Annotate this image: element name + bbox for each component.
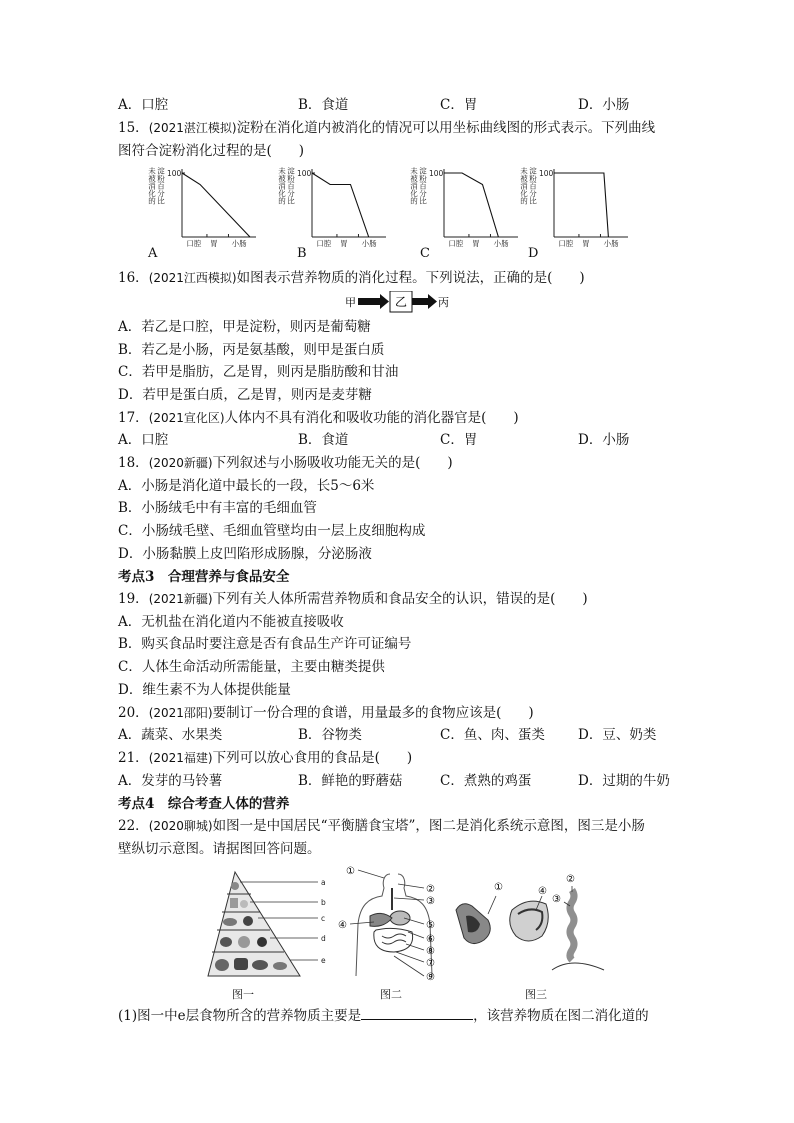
x-tick-label: 口腔 (316, 239, 332, 248)
pyramid-label-c: c (321, 914, 326, 923)
q16-option-a: A．若乙是口腔，甲是淀粉，则丙是葡萄糖 (118, 319, 371, 335)
q21-number: 21． (118, 750, 149, 766)
q20-option-d: D．豆、奶类 (578, 727, 657, 743)
q20-option-c: C．鱼、肉、蛋类 (440, 727, 545, 743)
food-icon (257, 937, 267, 947)
y-axis-label: 淀粉百分比 (286, 167, 296, 205)
q19-option-a: A．无机盐在消化道内不能被直接吸收 (118, 614, 344, 630)
q15-chart-svg (519, 163, 652, 248)
y-axis-label: 未被消化的 (147, 167, 157, 205)
pyramid-label-a: a (321, 878, 326, 887)
q15-chart-svg (147, 163, 280, 248)
q17-number: 17． (118, 410, 149, 426)
q18-number: 18． (118, 455, 149, 471)
q15-chart-d (519, 163, 652, 263)
figure-food-pyramid (200, 868, 340, 984)
digestive-label: ⑨ (426, 972, 435, 983)
figure-caption-1: 图一 (232, 988, 254, 1001)
food-icon (234, 958, 248, 970)
q18-option-c: C．小肠绒毛壁、毛细血管壁均由一层上皮细胞构成 (118, 523, 426, 539)
leader-line (394, 956, 424, 976)
leader-line (488, 896, 496, 914)
x-tick-label: 胃 (210, 239, 218, 248)
digestive-label: ① (346, 866, 355, 877)
q16-source: (2021江西模拟) (148, 271, 237, 285)
q14-option-a: A．口腔 (118, 97, 169, 113)
flow-node-jia: 甲 (345, 296, 356, 309)
q21-text: 下列可以放心食用的食品是( ) (212, 750, 413, 766)
q17-options (118, 431, 678, 449)
q17-option-b: B．食道 (298, 432, 349, 448)
q19-stem (118, 590, 588, 608)
pyramid-label-b: b (321, 898, 326, 907)
flow-node-bing: 丙 (438, 296, 449, 309)
flow-arrow-2 (412, 298, 428, 305)
q15-stem-line1 (118, 119, 655, 137)
q20-option-b: B．谷物类 (298, 727, 362, 743)
y-tick-label: 100 (429, 169, 444, 178)
q21-option-a: A．发芽的马铃薯 (118, 773, 223, 789)
stomach (390, 911, 410, 925)
q15-label-a: A (148, 246, 158, 261)
q17-text: 人体内不具有消化和吸收功能的消化器官是( ) (224, 410, 519, 426)
q19-source: (2021新疆) (148, 592, 213, 606)
q16-stem (118, 269, 585, 287)
intestine-label: ① (494, 882, 503, 893)
q15-label-c: C (420, 246, 430, 261)
q22-sub1-text-b: ，该营养物质在图二消化道的 (473, 1008, 649, 1024)
y-axis-label: 未被消化的 (409, 167, 419, 205)
q22-stem-line1 (118, 817, 645, 835)
y-tick-label: 100 (167, 169, 182, 178)
q20-source: (2021邵阳) (148, 706, 213, 720)
flow-arrowhead-1 (380, 294, 389, 309)
q14-option-b: B．食道 (298, 97, 349, 113)
y-tick-label: 100 (297, 169, 312, 178)
food-icon (220, 937, 232, 947)
q20-options (118, 726, 678, 744)
q18-stem (118, 454, 453, 472)
series-line (444, 173, 498, 237)
food-icon (231, 882, 239, 890)
q18-text: 下列叙述与小肠吸收功能无关的是( ) (212, 455, 453, 471)
q20-number: 20． (118, 705, 149, 721)
q21-stem (118, 749, 412, 767)
q15-label-d: D (528, 246, 539, 261)
q15-stem-line2: 图符合淀粉消化过程的是( ) (118, 143, 305, 159)
villus (570, 890, 574, 960)
digestive-label: ② (426, 884, 435, 895)
q18-option-b: B．小肠绒毛中有丰富的毛细血管 (118, 500, 317, 516)
leader-line (358, 870, 384, 878)
answer-blank[interactable] (361, 1005, 473, 1020)
large-intestine (374, 928, 413, 952)
y-tick-label: 100 (539, 169, 554, 178)
q15-chart-svg (277, 163, 410, 248)
pyramid-label-d: d (321, 934, 326, 943)
q19-option-c: C．人体生命活动所需能量，主要由糖类提供 (118, 659, 385, 675)
q15-chart-a (147, 163, 280, 263)
food-icon (243, 916, 253, 926)
x-tick-label: 小肠 (361, 239, 377, 248)
q22-text1: 如图一是中国居民“平衡膳食宝塔”，图二是消化系统示意图，图三是小肠 (212, 818, 645, 834)
x-tick-label: 口腔 (558, 239, 574, 248)
x-tick-label: 胃 (340, 239, 348, 248)
q19-option-b: B．购买食品时要注意是否有食品生产许可证编号 (118, 636, 412, 652)
q17-option-a: A．口腔 (118, 432, 169, 448)
q19-text: 下列有关人体所需营养物质和食品安全的认识，错误的是( ) (212, 591, 588, 607)
x-tick-label: 口腔 (186, 239, 202, 248)
q18-option-d: D．小肠黏膜上皮凹陷形成肠腺，分泌肠液 (118, 546, 372, 562)
q16-text: 如图表示营养物质的消化过程。下列说法，正确的是( ) (236, 270, 585, 286)
intestine-label: ③ (552, 894, 561, 905)
liver (370, 913, 392, 926)
q22-number: 22． (118, 818, 149, 834)
q15-source: (2021湛江模拟) (148, 121, 237, 135)
flow-arrow-1 (358, 298, 380, 305)
pyramid-label-e: e (321, 956, 326, 965)
q18-option-a: A．小肠是消化道中最长的一段，长5～6米 (118, 478, 375, 494)
intestine-label: ② (566, 874, 575, 885)
figure-intestine-wall (448, 870, 618, 984)
q21-option-c: C．煮熟的鸡蛋 (440, 773, 532, 789)
x-tick-label: 小肠 (231, 239, 247, 248)
q16-option-d: D．若甲是蛋白质，乙是胃，则丙是麦芽糖 (118, 387, 372, 403)
series-line (312, 173, 369, 237)
q19-option-d: D．维生素不为人体提供能量 (118, 682, 291, 698)
food-icon (273, 962, 287, 970)
digestive-label: ③ (426, 896, 435, 907)
x-tick-label: 小肠 (603, 239, 619, 248)
q19-number: 19． (118, 591, 149, 607)
figure-caption-2: 图二 (380, 988, 402, 1001)
q15-label-b: B (297, 246, 307, 261)
section-heading-4: 考点4 综合考查人体的营养 (118, 796, 290, 812)
q20-stem (118, 704, 534, 722)
q22-sub1-text-a: (1)图一中e层食物所含的营养物质主要是 (118, 1008, 362, 1024)
figure-digestive-system (338, 866, 448, 990)
q17-option-d: D．小肠 (578, 432, 630, 448)
q17-source: (2021宣化区) (148, 411, 225, 425)
q21-option-b: B．鲜艳的野蘑菇 (298, 773, 403, 789)
q20-text: 要制订一份合理的食谱，用量最多的食物应该是( ) (212, 705, 534, 721)
small-intestine (382, 934, 406, 944)
leader-line (398, 884, 424, 888)
food-icon (238, 936, 250, 948)
q22-source: (2020聊城) (148, 819, 213, 833)
x-tick-label: 胃 (582, 239, 590, 248)
section-heading-3: 考点3 合理营养与食品安全 (118, 569, 290, 585)
digestive-label: ⑤ (426, 920, 435, 931)
food-icon (230, 898, 238, 908)
q17-stem (118, 409, 519, 427)
y-axis-label: 未被消化的 (277, 167, 287, 205)
y-axis-label: 未被消化的 (519, 167, 529, 205)
q16-flow-diagram (345, 291, 455, 317)
digestive-label: ⑥ (426, 934, 435, 945)
q21-source: (2021福建) (148, 751, 213, 765)
food-icon (215, 959, 229, 971)
leader-line (394, 898, 424, 900)
q14-option-d: D．小肠 (578, 97, 630, 113)
q14-option-c: C．胃 (440, 97, 478, 113)
flow-arrowhead-2 (428, 294, 437, 309)
q22-stem-line2: 壁纵切示意图。请据图回答问题。 (118, 841, 321, 857)
y-axis-label: 淀粉百分比 (528, 167, 538, 205)
food-icon (252, 960, 268, 970)
food-icon (240, 900, 248, 908)
vessel (552, 963, 604, 970)
food-icon (223, 918, 237, 926)
q21-option-d: D．过期的牛奶 (578, 773, 670, 789)
y-axis-label: 淀粉百分比 (418, 167, 428, 205)
digestive-label: ⑧ (426, 946, 435, 957)
figure-caption-3: 图三 (525, 988, 547, 1001)
digestive-label: ⑦ (426, 958, 435, 969)
q15-text1: 淀粉在消化道内被消化的情况可以用坐标曲线图的形式表示。下列曲线 (236, 120, 656, 136)
q18-source: (2020新疆) (148, 456, 213, 470)
q16-number: 16． (118, 270, 149, 286)
x-tick-label: 小肠 (493, 239, 509, 248)
series-line (182, 173, 250, 237)
q20-option-a: A．蔬菜、水果类 (118, 727, 223, 743)
series-line (554, 173, 608, 237)
flow-node-yi: 乙 (395, 295, 408, 309)
digestive-label: ④ (338, 920, 347, 931)
q17-option-c: C．胃 (440, 432, 478, 448)
y-axis-label: 淀粉百分比 (156, 167, 166, 205)
q16-option-c: C．若甲是脂肪，乙是胃，则丙是脂肪酸和甘油 (118, 364, 399, 380)
x-tick-label: 口腔 (448, 239, 464, 248)
q15-number: 15． (118, 120, 149, 136)
x-tick-label: 胃 (472, 239, 480, 248)
leader-line (408, 932, 424, 938)
intestine-label: ④ (538, 886, 547, 897)
q22-sub1 (118, 1005, 649, 1025)
q14-options (118, 96, 678, 114)
q21-options (118, 772, 678, 790)
q16-option-b: B．若乙是小肠，丙是氨基酸，则甲是蛋白质 (118, 342, 385, 358)
